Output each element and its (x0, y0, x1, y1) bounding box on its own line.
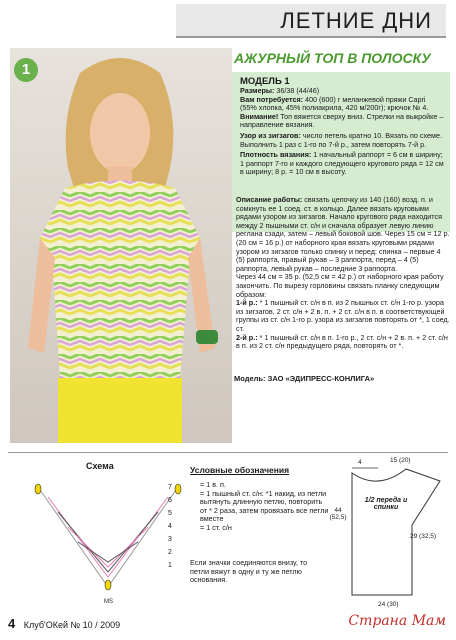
pattern-label-left: 44 (52,5) (329, 507, 347, 521)
pattern-label-top1: 15 (20) (390, 457, 411, 464)
legend-item: = 1 пышный ст. с/н: *1 накид, из петли вытянуть длинную петлю, повторить от * 2 раза, затем провязать все петли вместе (200, 488, 329, 524)
chart-row-numbers (168, 481, 172, 572)
attention-label: Внимание! (240, 111, 279, 121)
sizes-label: Размеры: (240, 86, 275, 95)
zigzag-value: число петель кратно 10. Вязать по схеме. Выполнить 1 раз с 1-го по 7-й р., затем повторять 7-й р. (240, 130, 442, 149)
pattern-label-top2: 4 (358, 459, 362, 466)
header-bar (0, 0, 456, 44)
row-num: 7 (168, 484, 172, 491)
model-title: МОДЕЛЬ 1 (240, 76, 290, 87)
page-footer (8, 616, 120, 631)
pattern-label-center: 1/2 переда и спинки (364, 497, 408, 511)
density-value: 1 начальный раппорт = 6 см в ширину; 1 раппорт 7-го и каждого следующего кругового ряда = 12 см в ширину; 8 р. = 10 см в высоту. (240, 150, 444, 177)
row-num: 3 (168, 536, 172, 543)
needed-label: Вам потребуется: (240, 94, 304, 104)
row-num: 1 (168, 562, 172, 569)
needed-value: 400 (600) г меланжевой пряжи Capri (55% хлопка, 45% полиакрила, 420 м/200г); крючок № 4. (240, 94, 429, 113)
row-num: 5 (168, 510, 172, 517)
attention-value: Топ вяжется сверху вниз. Стрелки на выкройке – направление вязания. (240, 111, 444, 130)
magazine-issue: Клуб'ОКей № 10 / 2009 (23, 620, 121, 630)
row-num: 4 (168, 523, 172, 530)
model-info (240, 76, 444, 177)
scheme-title: Схема (86, 461, 114, 471)
watermark-text: Страна Мам (348, 613, 446, 629)
pattern-label-bottom: 24 (30) (378, 601, 399, 608)
diagram-section (8, 452, 448, 611)
pattern-label-right: 29 (32,5) (410, 533, 437, 540)
model-photo (10, 48, 232, 443)
page-number: 4 (8, 616, 16, 631)
row-num: 6 (168, 497, 172, 504)
legend-list (200, 481, 330, 533)
description-text2: Через 44 см = 35 р. (52,5 см = 42 р.) от наборного края работу закончить. По вырезу горловины связать планку следующим образом: (236, 272, 444, 299)
model-illustration (10, 48, 232, 443)
legend-item: = 1 ст. с/н (200, 522, 232, 532)
model-number-badge: 1 (14, 58, 38, 82)
crochet-chart (28, 477, 188, 597)
article-heading: АЖУРНЫЙ ТОП В ПОЛОСКУ (234, 50, 431, 66)
description-text: связать цепочку из 140 (160) возд. п. и сомкнуть ее 1 соед. ст. в кольцо. Далее вязать круговыми рядами узором из зигзагов. Начало кругового ряда находится между 2 пышными ст. с/н и сначала образует левую линию реглана сзади, затем – левый боковой шов. Через 15 см = 12 р. (20 см = 16 р.) от наборного края вязать круговыми рядами узором из зигзагов только спинку и перед: спинка – первые 4 (5) раппорта, правый рукав – 3 раппорта, перед – 4 (5) раппорта, левый рукав – последние 3 раппорта. (236, 195, 450, 273)
row1-text: * 1 пышный ст. с/н в п. из 2 пышных ст. с/н 1-го р. узора из зигзагов, 2 ст. с/н + 2 в. п. + 2 ст. с/н в п. в соответствующей группы из ст. с/н 1-го р. узора из зигзагов повторять от *, 1 соед. ст. (236, 298, 450, 333)
zigzag-label: Узор из зигзагов: (240, 130, 301, 140)
row2-text: * 1 пышный ст. с/н в п. 1-го р., 2 ст. с/н + 2 в. п. + 2 ст. с/н в п. из 2 ст. с/н предыдущего ряда, повторять от *. (236, 332, 448, 351)
page-title: ЛЕТНИЕ ДНИ (176, 4, 446, 38)
row1-label: 1-й р.: (236, 298, 258, 308)
work-description (236, 196, 450, 351)
row2-label: 2-й р.: (236, 332, 258, 342)
density-label: Плотность вязания: (240, 150, 312, 160)
legend-note: Если значки соединяются внизу, то петли вяжут в одну и ту же петлю основания. (190, 558, 308, 585)
sizes-value: 36/38 (44/46) (276, 86, 320, 95)
legend-item: = 1 в. п. (200, 480, 226, 489)
legend-title: Условные обозначения (190, 465, 290, 475)
ms-label: MS (104, 599, 113, 605)
description-label: Описание работы: (236, 195, 303, 204)
model-credit: Модель: ЗАО «ЭДИПРЕСС-КОНЛИГА» (234, 374, 375, 383)
row-num: 2 (168, 549, 172, 556)
